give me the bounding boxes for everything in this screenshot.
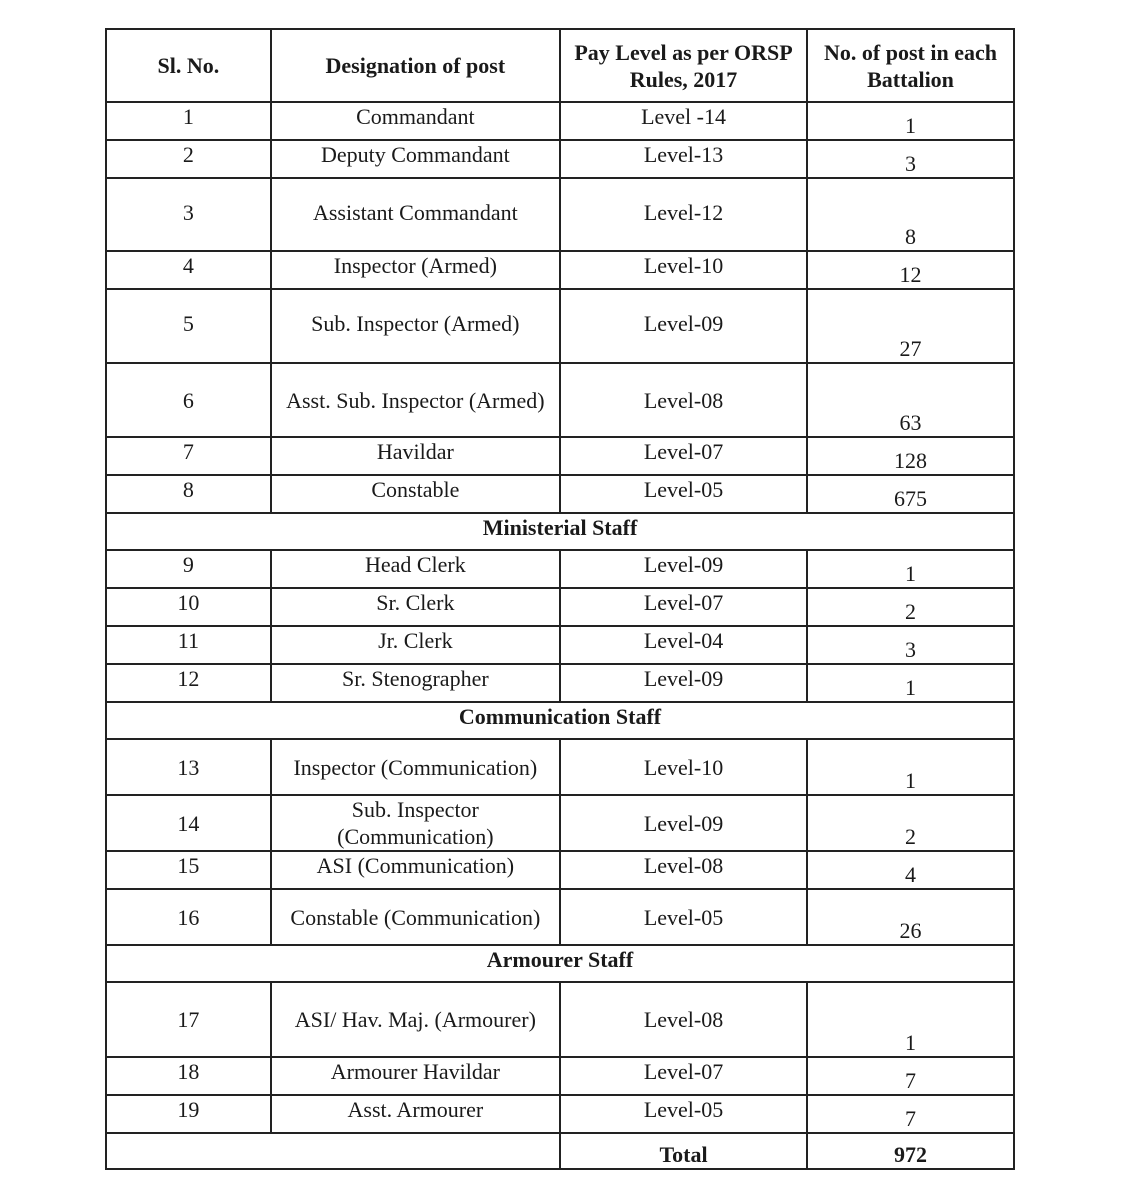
row-designation: Inspector (Communication) xyxy=(271,739,560,795)
row-count: 3 xyxy=(807,626,1014,664)
row-number: 1 xyxy=(106,102,271,140)
row-number: 12 xyxy=(106,664,271,702)
row-pay-level: Level-07 xyxy=(560,588,807,626)
row-pay-level: Level-04 xyxy=(560,626,807,664)
row-count: 63 xyxy=(807,363,1014,437)
row-designation: Armourer Havildar xyxy=(271,1057,560,1095)
row-number: 16 xyxy=(106,889,271,945)
row-pay-level: Level-07 xyxy=(560,1057,807,1095)
row-number: 9 xyxy=(106,550,271,588)
row-number: 3 xyxy=(106,178,271,251)
table-row xyxy=(106,475,1014,513)
row-number: 11 xyxy=(106,626,271,664)
table-row xyxy=(106,739,1014,795)
section-row xyxy=(106,945,1014,982)
table-row xyxy=(106,102,1014,140)
row-pay-level: Level -14 xyxy=(560,102,807,140)
row-number: 17 xyxy=(106,982,271,1057)
row-count: 8 xyxy=(807,178,1014,251)
row-pay-level: Level-09 xyxy=(560,550,807,588)
row-designation: Constable xyxy=(271,475,560,513)
row-count: 2 xyxy=(807,588,1014,626)
section-title-communication: Communication Staff xyxy=(106,702,1014,739)
row-pay-level: Level-08 xyxy=(560,851,807,889)
section-row xyxy=(106,702,1014,739)
row-number: 15 xyxy=(106,851,271,889)
row-number: 19 xyxy=(106,1095,271,1133)
row-count: 3 xyxy=(807,140,1014,178)
table-row xyxy=(106,889,1014,945)
row-pay-level: Level-10 xyxy=(560,739,807,795)
row-designation: ASI/ Hav. Maj. (Armourer) xyxy=(271,982,560,1057)
row-number: 14 xyxy=(106,795,271,851)
header-designation: Designation of post xyxy=(271,29,560,102)
row-pay-level: Level-08 xyxy=(560,363,807,437)
section-title-ministerial: Ministerial Staff xyxy=(106,513,1014,550)
row-designation: Inspector (Armed) xyxy=(271,251,560,289)
row-designation: Sub. Inspector (Armed) xyxy=(271,289,560,363)
total-row xyxy=(106,1133,1014,1169)
row-count: 27 xyxy=(807,289,1014,363)
header-count: No. of post in each Battalion xyxy=(807,29,1014,102)
row-designation: Deputy Commandant xyxy=(271,140,560,178)
row-pay-level: Level-13 xyxy=(560,140,807,178)
table-row xyxy=(106,626,1014,664)
total-value: 972 xyxy=(807,1133,1014,1169)
table-row xyxy=(106,795,1014,851)
table-row xyxy=(106,1095,1014,1133)
table-row xyxy=(106,178,1014,251)
row-number: 4 xyxy=(106,251,271,289)
header-sl-no: Sl. No. xyxy=(106,29,271,102)
row-number: 10 xyxy=(106,588,271,626)
row-designation: Asst. Sub. Inspector (Armed) xyxy=(271,363,560,437)
row-designation: Havildar xyxy=(271,437,560,475)
row-pay-level: Level-08 xyxy=(560,982,807,1057)
table-row xyxy=(106,982,1014,1057)
row-count: 1 xyxy=(807,982,1014,1057)
row-designation: Sr. Clerk xyxy=(271,588,560,626)
total-label: Total xyxy=(560,1133,807,1169)
table-row xyxy=(106,289,1014,363)
row-pay-level: Level-07 xyxy=(560,437,807,475)
header-pay-level: Pay Level as per ORSP Rules, 2017 xyxy=(560,29,807,102)
header-row xyxy=(106,29,1014,102)
row-count: 1 xyxy=(807,550,1014,588)
row-count: 7 xyxy=(807,1057,1014,1095)
row-count: 2 xyxy=(807,795,1014,851)
row-pay-level: Level-05 xyxy=(560,889,807,945)
row-pay-level: Level-05 xyxy=(560,1095,807,1133)
row-pay-level: Level-09 xyxy=(560,795,807,851)
table-row xyxy=(106,588,1014,626)
row-number: 8 xyxy=(106,475,271,513)
row-number: 2 xyxy=(106,140,271,178)
row-pay-level: Level-12 xyxy=(560,178,807,251)
row-designation: Asst. Armourer xyxy=(271,1095,560,1133)
table-row xyxy=(106,1057,1014,1095)
row-designation: Constable (Communication) xyxy=(271,889,560,945)
table-row xyxy=(106,664,1014,702)
row-designation: Commandant xyxy=(271,102,560,140)
row-designation: Jr. Clerk xyxy=(271,626,560,664)
row-pay-level: Level-05 xyxy=(560,475,807,513)
table-row xyxy=(106,251,1014,289)
total-spacer xyxy=(106,1133,560,1169)
row-count: 1 xyxy=(807,664,1014,702)
row-count: 675 xyxy=(807,475,1014,513)
row-designation: Head Clerk xyxy=(271,550,560,588)
row-count: 4 xyxy=(807,851,1014,889)
row-designation: Sr. Stenographer xyxy=(271,664,560,702)
row-count: 1 xyxy=(807,102,1014,140)
row-number: 6 xyxy=(106,363,271,437)
row-count: 7 xyxy=(807,1095,1014,1133)
section-row xyxy=(106,513,1014,550)
row-designation: Assistant Commandant xyxy=(271,178,560,251)
table-row xyxy=(106,437,1014,475)
row-number: 7 xyxy=(106,437,271,475)
section-title-armourer: Armourer Staff xyxy=(106,945,1014,982)
table-row xyxy=(106,363,1014,437)
posts-table xyxy=(105,28,1015,1170)
row-count: 128 xyxy=(807,437,1014,475)
row-number: 18 xyxy=(106,1057,271,1095)
row-number: 5 xyxy=(106,289,271,363)
row-pay-level: Level-09 xyxy=(560,664,807,702)
row-designation: Sub. Inspector (Communication) xyxy=(271,795,560,851)
row-count: 26 xyxy=(807,889,1014,945)
row-pay-level: Level-10 xyxy=(560,251,807,289)
table-row xyxy=(106,851,1014,889)
row-count: 1 xyxy=(807,739,1014,795)
row-number: 13 xyxy=(106,739,271,795)
row-count: 12 xyxy=(807,251,1014,289)
table-row xyxy=(106,550,1014,588)
row-pay-level: Level-09 xyxy=(560,289,807,363)
table-row xyxy=(106,140,1014,178)
row-designation: ASI (Communication) xyxy=(271,851,560,889)
